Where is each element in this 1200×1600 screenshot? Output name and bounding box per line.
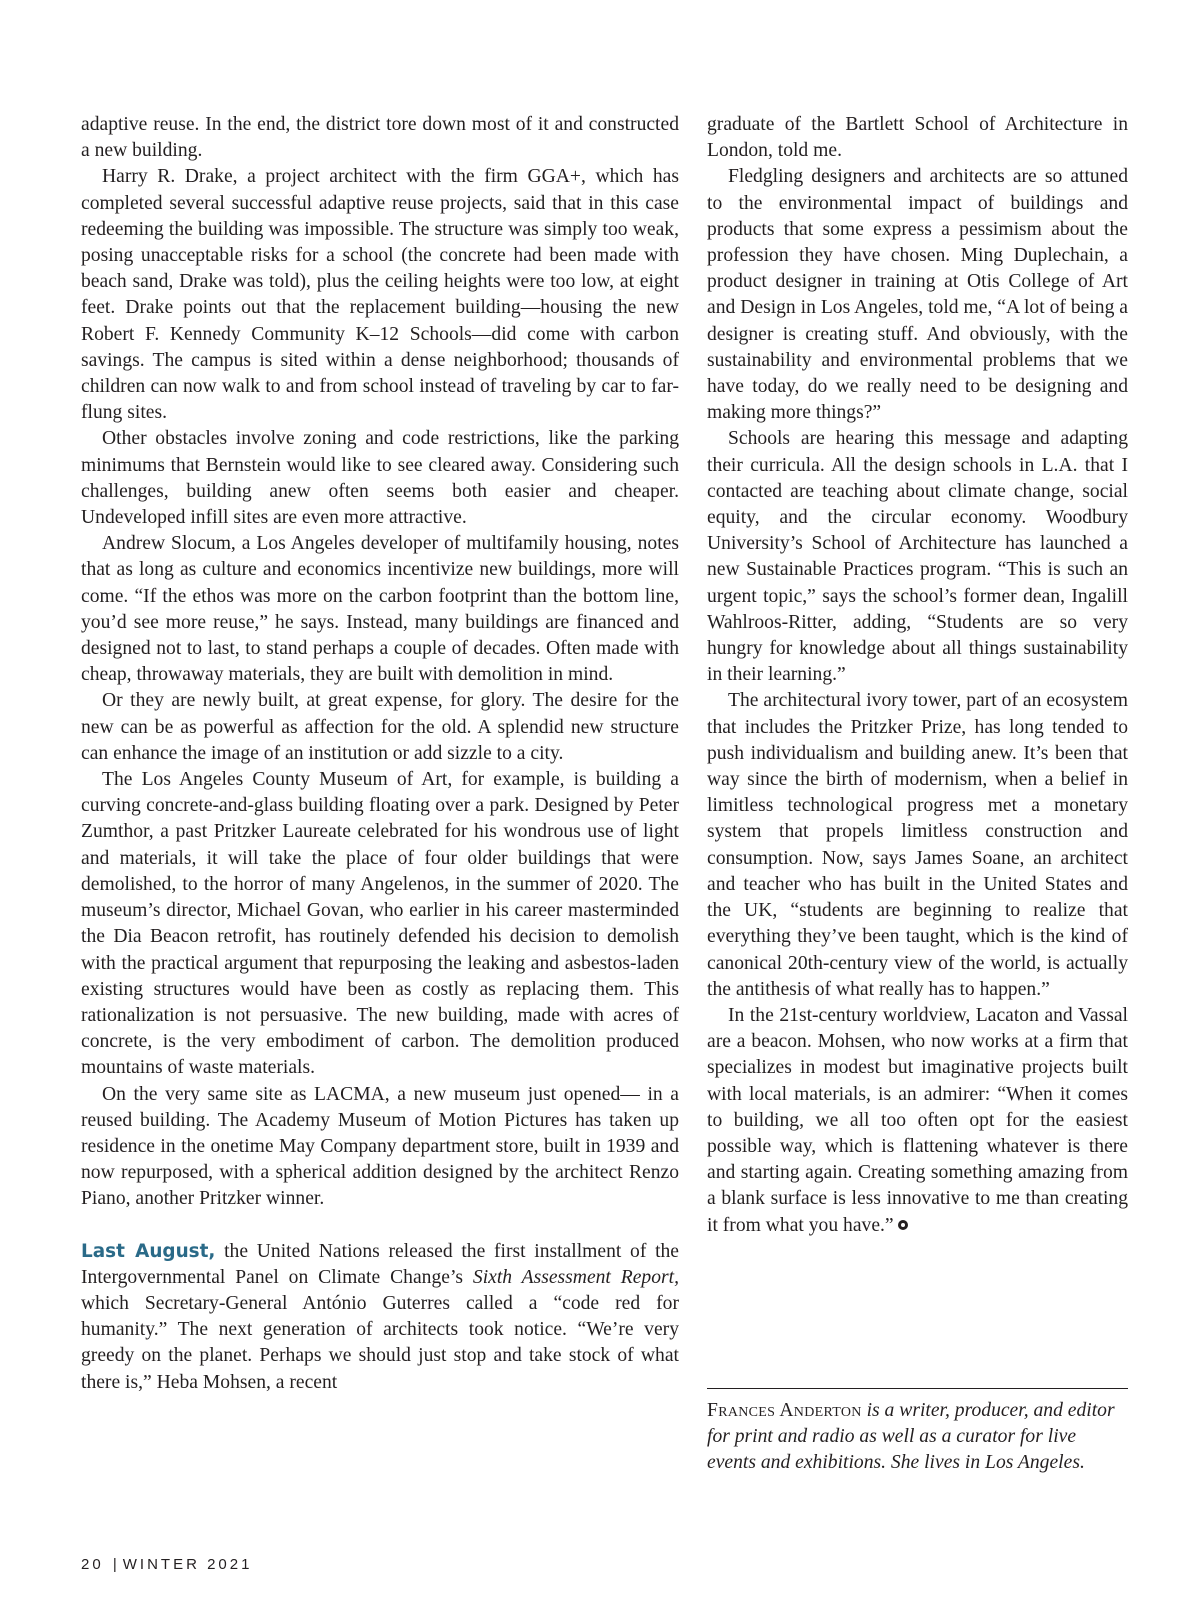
final-paragraph — [707, 1003, 1128, 1239]
paragraph: The Los Angeles County Museum of Art, for example, is building a curving concrete-and-glass building floating over a park. Designed by Peter Zumthor, a past Pritzker Laureate celebrated for his wondrous use of light and materials, it will take the place of four older buildings that were demolished, to the horror of many Angelenos, in the summer of 2020. The museum’s director, Michael Govan, who earlier in his career masterminded the Dia Beacon retrofit, has routinely defended his decision to demolish with the practical argument that repurposing the leaking and asbestos-laden existing structures would have been as costly as replacing them. This rationalization is not persuasive. The new building, made with acres of concrete, is the very embodiment of carbon. The demolition produced mountains of waste materials. — [81, 769, 679, 1079]
section-lead-in: Last August, — [81, 1240, 216, 1262]
section-text-continued: which Secretary-General António Guterres called a “code red for humanity.” The next generation of architects took notice. “We’re very greedy on the planet. Perhaps we should just stop and take stock of what there is,” Heba Mohsen, a recent — [81, 1292, 679, 1393]
right-column — [707, 112, 1128, 1239]
author-name: Frances Anderton — [707, 1400, 862, 1421]
issue-label: WINTER 2021 — [122, 1556, 253, 1573]
left-column — [81, 112, 679, 1396]
page-footer — [81, 1556, 252, 1573]
paragraph: Schools are hearing this message and adapting their curricula. All the design schools in L.A. that I contacted are teaching about climate change, social equity, and the circular economy. Woodbury University’s School of Architecture has launched a new Sustainable Practices program. “This is such an urgent topic,” says the school’s former dean, Ingalill Wahlroos-Ritter, adding, “Students are so very hungry for knowledge about all things sustainability in their learning.” — [707, 428, 1128, 686]
paragraph: graduate of the Bartlett School of Architecture in London, told me. — [707, 114, 1128, 162]
paragraph: Or they are newly built, at great expense, for glory. The desire for the new can be as powerful as affection for the old. A splendid new structure can enhance the image of an institution or add sizzle to a city. — [81, 690, 679, 764]
paragraph: Fledgling designers and architects are so attuned to the environmental impact of buildings and products that some express a pessimism about the profession they have chosen. Ming Duplechain, a product designer in training at Otis College of Art and Design in Los Angeles, told me, “A lot of being a designer is creating stuff. And obviously, with the sustainability and environmental problems that we have today, do we really need to be designing and making more things?” — [707, 166, 1128, 424]
paragraph: Harry R. Drake, a project architect with the firm GGA+, which has completed several successful adaptive reuse projects, said that in this case redeeming the building was impossible. The structure was simply too weak, posing unacceptable risks for a school (the concrete had been made with beach sand, Drake was told), plus the ceiling heights were too low, at eight feet. Drake points out that the replacement building—housing the new Robert F. Kennedy Community K–12 Schools—did come with carbon savings. The campus is sited within a dense neighborhood; thousands of children can now walk to and from school instead of traveling by car to far-flung sites. — [81, 166, 679, 424]
section-text: the United Nations released the first installment of the Intergovernmental Panel on Climate Change’s — [81, 1240, 680, 1288]
page-number: 20 — [81, 1556, 104, 1573]
paragraph: The architectural ivory tower, part of an ecosystem that includes the Pritzker Prize, has long tended to push individualism and building anew. It’s been that way since the birth of modernism, when a belief in limitless technological progress met a monetary system that propels limitless construction and consumption. Now, says James Soane, an architect and teacher who has built in the United States and the UK, “students are beginning to realize that everything they’ve been taught, which is the kind of canonical 20th-century view of the world, is actually the antithesis of what really has to happen.” — [707, 690, 1128, 1000]
bio-divider — [707, 1388, 1128, 1389]
paragraph-text: In the 21st-century worldview, Lacaton and Vassal are a beacon. Mohsen, who now works at a firm that specializes in modest but imaginative projects built with local materials, is an admirer: “When it comes to building, we all too often opt for the easiest possible way, which is flattening whatever is there and starting again. Creating something amazing from a blank surface is less innovative to me than creating it from what you have.” — [707, 1004, 1128, 1236]
end-mark-icon — [898, 1220, 908, 1230]
paragraph: On the very same site as LACMA, a new museum just opened— in a reused building. The Academy Museum of Motion Pictures has taken up residence in the onetime May Company department store, built in 1939 and now repurposed, with a spherical addition designed by the architect Renzo Piano, another Pritzker winner. — [81, 1083, 679, 1210]
section-paragraph — [81, 1239, 679, 1396]
paragraph: Other obstacles involve zoning and code restrictions, like the parking minimums that Bernstein would like to see cleared away. Considering such challenges, building anew often seems both easier and cheaper. Undeveloped infill sites are even more attractive. — [81, 428, 679, 529]
author-bio — [707, 1398, 1128, 1477]
paragraph: adaptive reuse. In the end, the district tore down most of it and constructed a new building. — [81, 114, 679, 162]
author-bio-text: is a writer, producer, and editor for print and radio as well as a curator for live events and exhibitions. She lives in Los Angeles. — [707, 1400, 1115, 1474]
footer-separator: | — [112, 1556, 117, 1573]
report-title: Sixth Assessment Report, — [472, 1266, 679, 1288]
paragraph: Andrew Slocum, a Los Angeles developer of multifamily housing, notes that as long as culture and economics incentivize new buildings, more will come. “If the ethos was more on the carbon footprint than the bottom line, you’d see more reuse,” he says. Instead, many buildings are financed and designed not to last, to stand perhaps a couple of decades. Often made with cheap, throwaway materials, they are built with demolition in mind. — [81, 533, 679, 686]
